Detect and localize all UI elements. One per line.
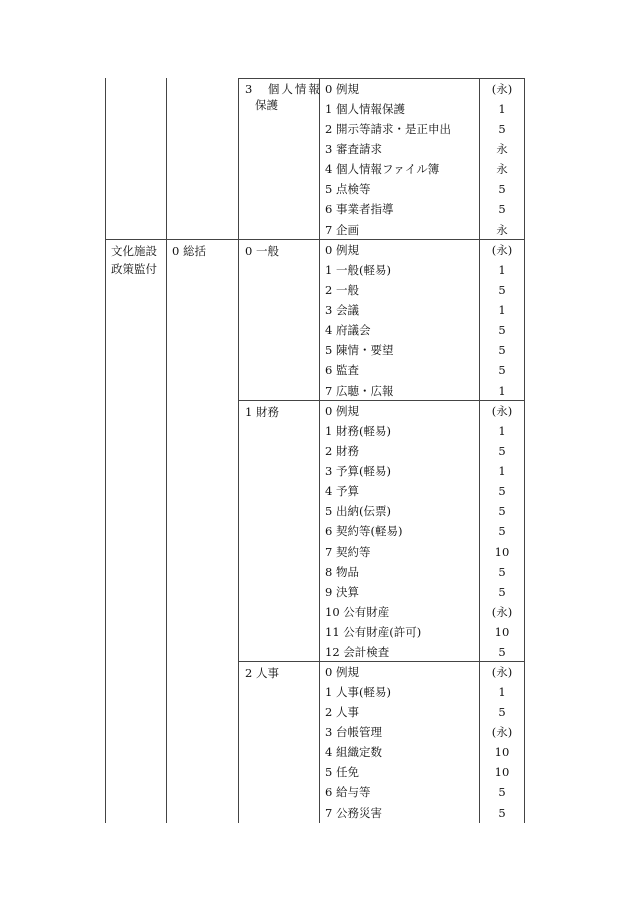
item-code: 11 [325, 624, 340, 639]
item-name: 企画 [335, 222, 359, 237]
item-code: 4 [325, 323, 333, 338]
department-label-line2: 政策監付 [111, 262, 157, 276]
item-name: 例規 [335, 665, 359, 679]
item-code: 5 [325, 182, 333, 197]
item-code: 2 [325, 705, 333, 720]
item-name: 陳情・要望 [335, 343, 394, 358]
item-name: 公有財産 [343, 604, 390, 619]
item-row [325, 280, 359, 300]
retention-period: 5 [498, 524, 506, 539]
item-code: 5 [325, 343, 333, 358]
item-row [325, 340, 393, 360]
item-name: 契約等 [335, 544, 371, 559]
item-name: 会議 [335, 303, 359, 318]
retention-period: 5 [498, 182, 506, 197]
item-row [325, 119, 451, 139]
item-code: 3 [325, 142, 333, 157]
item-code: 0 [325, 404, 333, 418]
retention-period: 10 [494, 544, 510, 559]
item-row [325, 582, 359, 602]
item-name: 契約等(軽易) [335, 524, 403, 539]
item-name: 例規 [335, 243, 359, 257]
item-code: 5 [325, 765, 333, 780]
item-row [325, 622, 421, 642]
retention-period: 1 [498, 685, 506, 700]
item-name: 事業者指導 [335, 202, 394, 217]
item-code: 0 [325, 665, 333, 679]
retention-period: 5 [498, 343, 506, 358]
item-name: 人事(軽易) [335, 685, 391, 700]
group-label-line2: 保護 [255, 98, 278, 112]
retention-period: 5 [498, 785, 506, 800]
col-border-1 [166, 78, 167, 823]
item-row [325, 642, 389, 662]
item-code: 3 [325, 464, 333, 479]
retention-period: 5 [498, 202, 506, 217]
item-name: 人事 [335, 705, 359, 720]
retention-period: 永 [496, 142, 508, 157]
item-code: 2 [325, 122, 333, 137]
item-code: 5 [325, 504, 333, 519]
item-name: 例規 [335, 82, 359, 96]
retention-period: 1 [498, 102, 506, 117]
retention-period: 5 [498, 644, 506, 659]
retention-period: (永) [491, 404, 513, 418]
item-code: 1 [325, 685, 333, 700]
item-code: 6 [325, 202, 333, 217]
item-row [325, 139, 382, 159]
item-row [325, 562, 359, 582]
retention-period: 1 [498, 263, 506, 278]
retention-period: 5 [498, 805, 506, 820]
item-name: 台帳管理 [335, 725, 382, 740]
item-code: 6 [325, 363, 333, 378]
retention-schedule-table [105, 78, 525, 823]
retention-period: 5 [498, 444, 506, 459]
item-row [325, 782, 370, 802]
item-code: 0 [325, 243, 333, 257]
item-name: 公務災害 [335, 805, 382, 820]
item-code: 6 [325, 785, 333, 800]
retention-period: 5 [498, 363, 506, 378]
item-name: 出納(伝票) [335, 504, 391, 519]
item-row [325, 521, 402, 541]
item-name: 審査請求 [335, 142, 382, 157]
item-code: 10 [325, 604, 340, 619]
group-label-personnel: 2 人事 [245, 666, 279, 680]
retention-period: 5 [498, 283, 506, 298]
item-code: 4 [325, 484, 333, 499]
item-code: 7 [325, 383, 333, 398]
item-name: 点検等 [335, 182, 371, 197]
item-name: 開示等請求・是正申出 [335, 122, 451, 137]
item-name: 物品 [335, 564, 359, 579]
item-code: 2 [325, 444, 333, 459]
item-row [325, 199, 393, 219]
retention-period: 永 [496, 222, 508, 237]
item-row [325, 722, 382, 742]
item-name: 例規 [335, 404, 359, 418]
category-label: 0 総括 [172, 244, 206, 258]
item-row [325, 79, 359, 99]
retention-period: 5 [498, 122, 506, 137]
item-code: 3 [325, 303, 333, 318]
item-name: 財務 [335, 444, 359, 459]
item-row [325, 803, 382, 823]
item-code: 1 [325, 424, 333, 439]
item-name: 公有財産(許可) [343, 624, 422, 639]
item-row [325, 762, 359, 782]
item-row [325, 240, 359, 260]
retention-period: (永) [491, 665, 513, 679]
retention-period: 1 [498, 383, 506, 398]
item-row [325, 461, 391, 481]
item-name: 一般(軽易) [335, 263, 391, 278]
retention-period: 5 [498, 484, 506, 499]
item-code: 4 [325, 745, 333, 760]
retention-period: 10 [494, 745, 510, 760]
item-name: 予算(軽易) [335, 464, 391, 479]
retention-period: (永) [491, 725, 513, 740]
item-row [325, 320, 370, 340]
item-row [325, 481, 359, 501]
department-label-line1: 文化施設 [111, 244, 157, 258]
retention-period: 10 [494, 624, 510, 639]
item-code: 0 [325, 82, 333, 96]
item-code: 1 [325, 263, 333, 278]
group-label-line1: 3 個人情報 [245, 82, 322, 96]
item-code: 12 [325, 644, 340, 659]
retention-period: 1 [498, 464, 506, 479]
item-row [325, 360, 359, 380]
item-name: 広聴・広報 [335, 383, 394, 398]
item-name: 予算 [335, 484, 359, 499]
retention-period: 5 [498, 584, 506, 599]
item-row [325, 421, 391, 441]
item-row [325, 542, 370, 562]
item-row [325, 220, 359, 240]
item-name: 任免 [335, 765, 359, 780]
retention-period: (永) [491, 604, 513, 619]
row-border-section [105, 239, 525, 240]
item-row [325, 159, 439, 179]
item-name: 個人情報ファイル簿 [335, 162, 440, 177]
item-code: 4 [325, 162, 333, 177]
item-name: 会計検査 [343, 644, 390, 659]
item-name: 給与等 [335, 785, 371, 800]
retention-period: 永 [496, 162, 508, 177]
item-name: 一般 [335, 283, 359, 298]
item-code: 8 [325, 564, 333, 579]
item-code: 6 [325, 524, 333, 539]
item-row [325, 702, 359, 722]
retention-period: 10 [494, 765, 510, 780]
item-code: 7 [325, 805, 333, 820]
item-name: 決算 [335, 584, 359, 599]
retention-period: (永) [491, 243, 513, 257]
item-row [325, 401, 359, 421]
col-border-3 [319, 78, 320, 823]
item-name: 監査 [335, 363, 359, 378]
item-row [325, 381, 393, 401]
item-name: 個人情報保護 [335, 102, 405, 117]
retention-period: 5 [498, 564, 506, 579]
item-code: 9 [325, 584, 333, 599]
group-label-general: 0 一般 [245, 244, 279, 258]
item-row [325, 300, 359, 320]
item-row [325, 441, 359, 461]
retention-period: 5 [498, 504, 506, 519]
item-code: 3 [325, 725, 333, 740]
item-row [325, 260, 391, 280]
item-row [325, 742, 382, 762]
retention-period: 1 [498, 303, 506, 318]
retention-period: (永) [491, 82, 513, 96]
item-row [325, 501, 391, 521]
item-row [325, 602, 389, 622]
item-code: 7 [325, 544, 333, 559]
item-code: 2 [325, 283, 333, 298]
item-row [325, 99, 405, 119]
item-name: 府議会 [335, 323, 371, 338]
retention-period: 5 [498, 705, 506, 720]
group-label-finance: 1 財務 [245, 405, 279, 419]
col-border-2 [238, 78, 239, 823]
retention-period: 1 [498, 424, 506, 439]
item-row [325, 662, 359, 682]
item-code: 7 [325, 222, 333, 237]
item-name: 財務(軽易) [335, 424, 391, 439]
retention-period: 5 [498, 323, 506, 338]
item-name: 組織定数 [335, 745, 382, 760]
item-code: 1 [325, 102, 333, 117]
item-row [325, 179, 370, 199]
col-border-left [105, 78, 106, 823]
item-row [325, 682, 391, 702]
